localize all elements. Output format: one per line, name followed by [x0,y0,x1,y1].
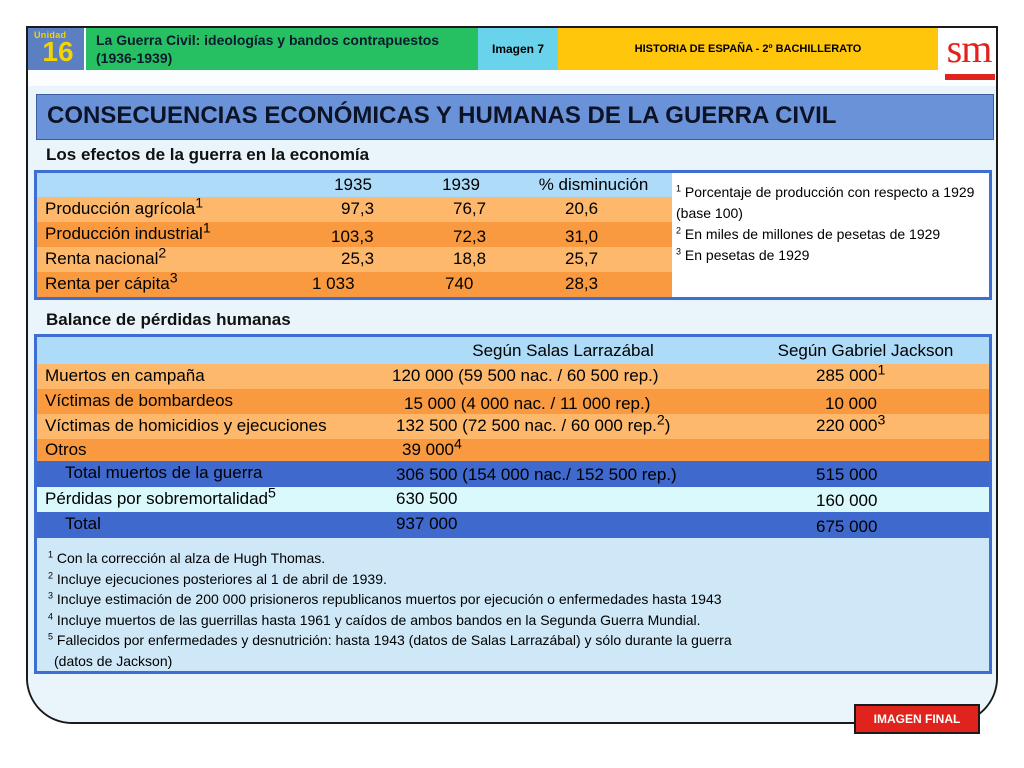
losses-row-label: Pérdidas por sobremortalidad$^5$ [37,487,384,512]
sm-logo: sm [946,26,992,71]
losses-row-label: Víctimas de homicidios y ejecuciones [37,414,384,439]
final-image-button[interactable]: IMAGEN FINAL [854,704,980,734]
losses-note: $^5$ Fallecidos por enfermedades y desnutrición: hasta 1943 (datos de Salas Larrazábal) y sólo durante la guerra [48,631,732,648]
economy-notes [676,182,976,266]
unit-label: Unidad [34,30,67,40]
losses-note: $^2$ Incluye ejecuciones posteriores al 1 de abril de 1939. [48,569,387,587]
course-label: HISTORIA DE ESPAÑA - 2º BACHILLERATO [634,43,862,55]
economy-row-label: Renta per cápita$^3$ [37,272,299,297]
main-title: CONSECUENCIAS ECONÓMICAS Y HUMANAS DE LA GUERRA CIVIL [47,102,837,129]
losses-col-salas: Según Salas Larrazábal [384,337,742,364]
image-label: Imagen 7 [491,42,545,56]
losses-header-blank [37,337,384,364]
losses-row-label: Total muertos de la guerra [37,461,384,487]
losses-cell-salas: 120 000 (59 500 nac. / 60 500 rep.) [384,364,742,389]
losses-row-label: Víctimas de bombardeos [37,389,384,414]
economy-header-blank [37,173,299,197]
economy-col-1939: 1939 [407,173,515,197]
economy-section-title: Los efectos de la guerra en la economía [46,145,370,164]
unit-number: 16 [42,36,74,67]
logo-underline [945,74,995,80]
losses-note: $^3$ Incluye estimación de 200 000 prisioneros republicanos muertos por ejecución o enfermedades hasta 1943 [48,590,722,607]
losses-cell-jackson: 675 000 [742,512,989,538]
unit-title: La Guerra Civil: ideologías y bandos contrapuestos (1936-1939) [96,32,440,66]
losses-note: $^1$ Con la corrección al alza de Hugh Thomas. [48,549,326,566]
economy-cell-pct: 31,0 [515,222,672,247]
losses-cell-salas: 306 500 (154 000 nac./ 152 500 rep.) [384,461,742,487]
economy-cell-1939: 18,8 [407,247,515,272]
economy-note: $^1$ Porcentaje de producción con respecto a 1929 (base 100) [676,183,975,221]
economy-row-label: Producción agrícola$^1$ [37,197,299,222]
main-title-bar [36,94,994,140]
losses-col-jackson: Según Gabriel Jackson [742,337,989,364]
losses-cell-salas: 39 $000^4$ [384,439,742,461]
losses-cell-salas: 630 500 [384,487,742,512]
losses-cell-jackson: 160 000 [742,487,989,512]
economy-cell-1935: 103,3 [299,222,407,247]
losses-notes [48,548,968,671]
economy-cell-1935: 25,3 [299,247,407,272]
economy-cell-pct: 20,6 [515,197,672,222]
economy-cell-1939: 72,3 [407,222,515,247]
losses-cell-salas: 15 000 (4 000 nac. / 11 000 rep.) [384,389,742,414]
economy-note: $^3$ En pesetas de 1929 [676,246,810,263]
economy-row-label: Renta nacional$^2$ [37,247,299,272]
losses-row-label: Muertos en campaña [37,364,384,389]
economy-cell-1939: 740 [407,272,515,297]
economy-cell-1935: 1 033 [299,272,407,297]
losses-cell-jackson: 220 $000^3$ [742,414,989,439]
losses-cell-salas: 937 000 [384,512,742,538]
economy-cell-pct: 25,7 [515,247,672,272]
losses-cell-jackson: 285 $000^1$ [742,364,989,389]
losses-row-label: Otros [37,439,384,461]
economy-col-1935: 1935 [299,173,407,197]
economy-col-pct: % disminución [515,173,672,197]
losses-cell-jackson [742,439,989,461]
economy-row-label: Producción industrial$^1$ [37,222,299,247]
economy-note: $^2$ En miles de millones de pesetas de 1929 [676,225,941,242]
economy-cell-1939: 76,7 [407,197,515,222]
losses-cell-jackson: 10 000 [742,389,989,414]
losses-note: (datos de Jackson) [54,652,173,669]
losses-section-title: Balance de pérdidas humanas [46,310,291,329]
economy-cell-pct: 28,3 [515,272,672,297]
losses-note: $^4$ Incluye muertos de las guerrillas hasta 1961 y caídos de ambos bandos en la Segunda Guerra Mundial. [48,610,701,628]
losses-cell-jackson: 515 000 [742,461,989,487]
losses-cell-salas: 132 500 (72 500 nac. / 60 000 rep.$^2$) [384,414,742,439]
economy-cell-1935: 97,3 [299,197,407,222]
losses-row-label: Total [37,512,384,538]
